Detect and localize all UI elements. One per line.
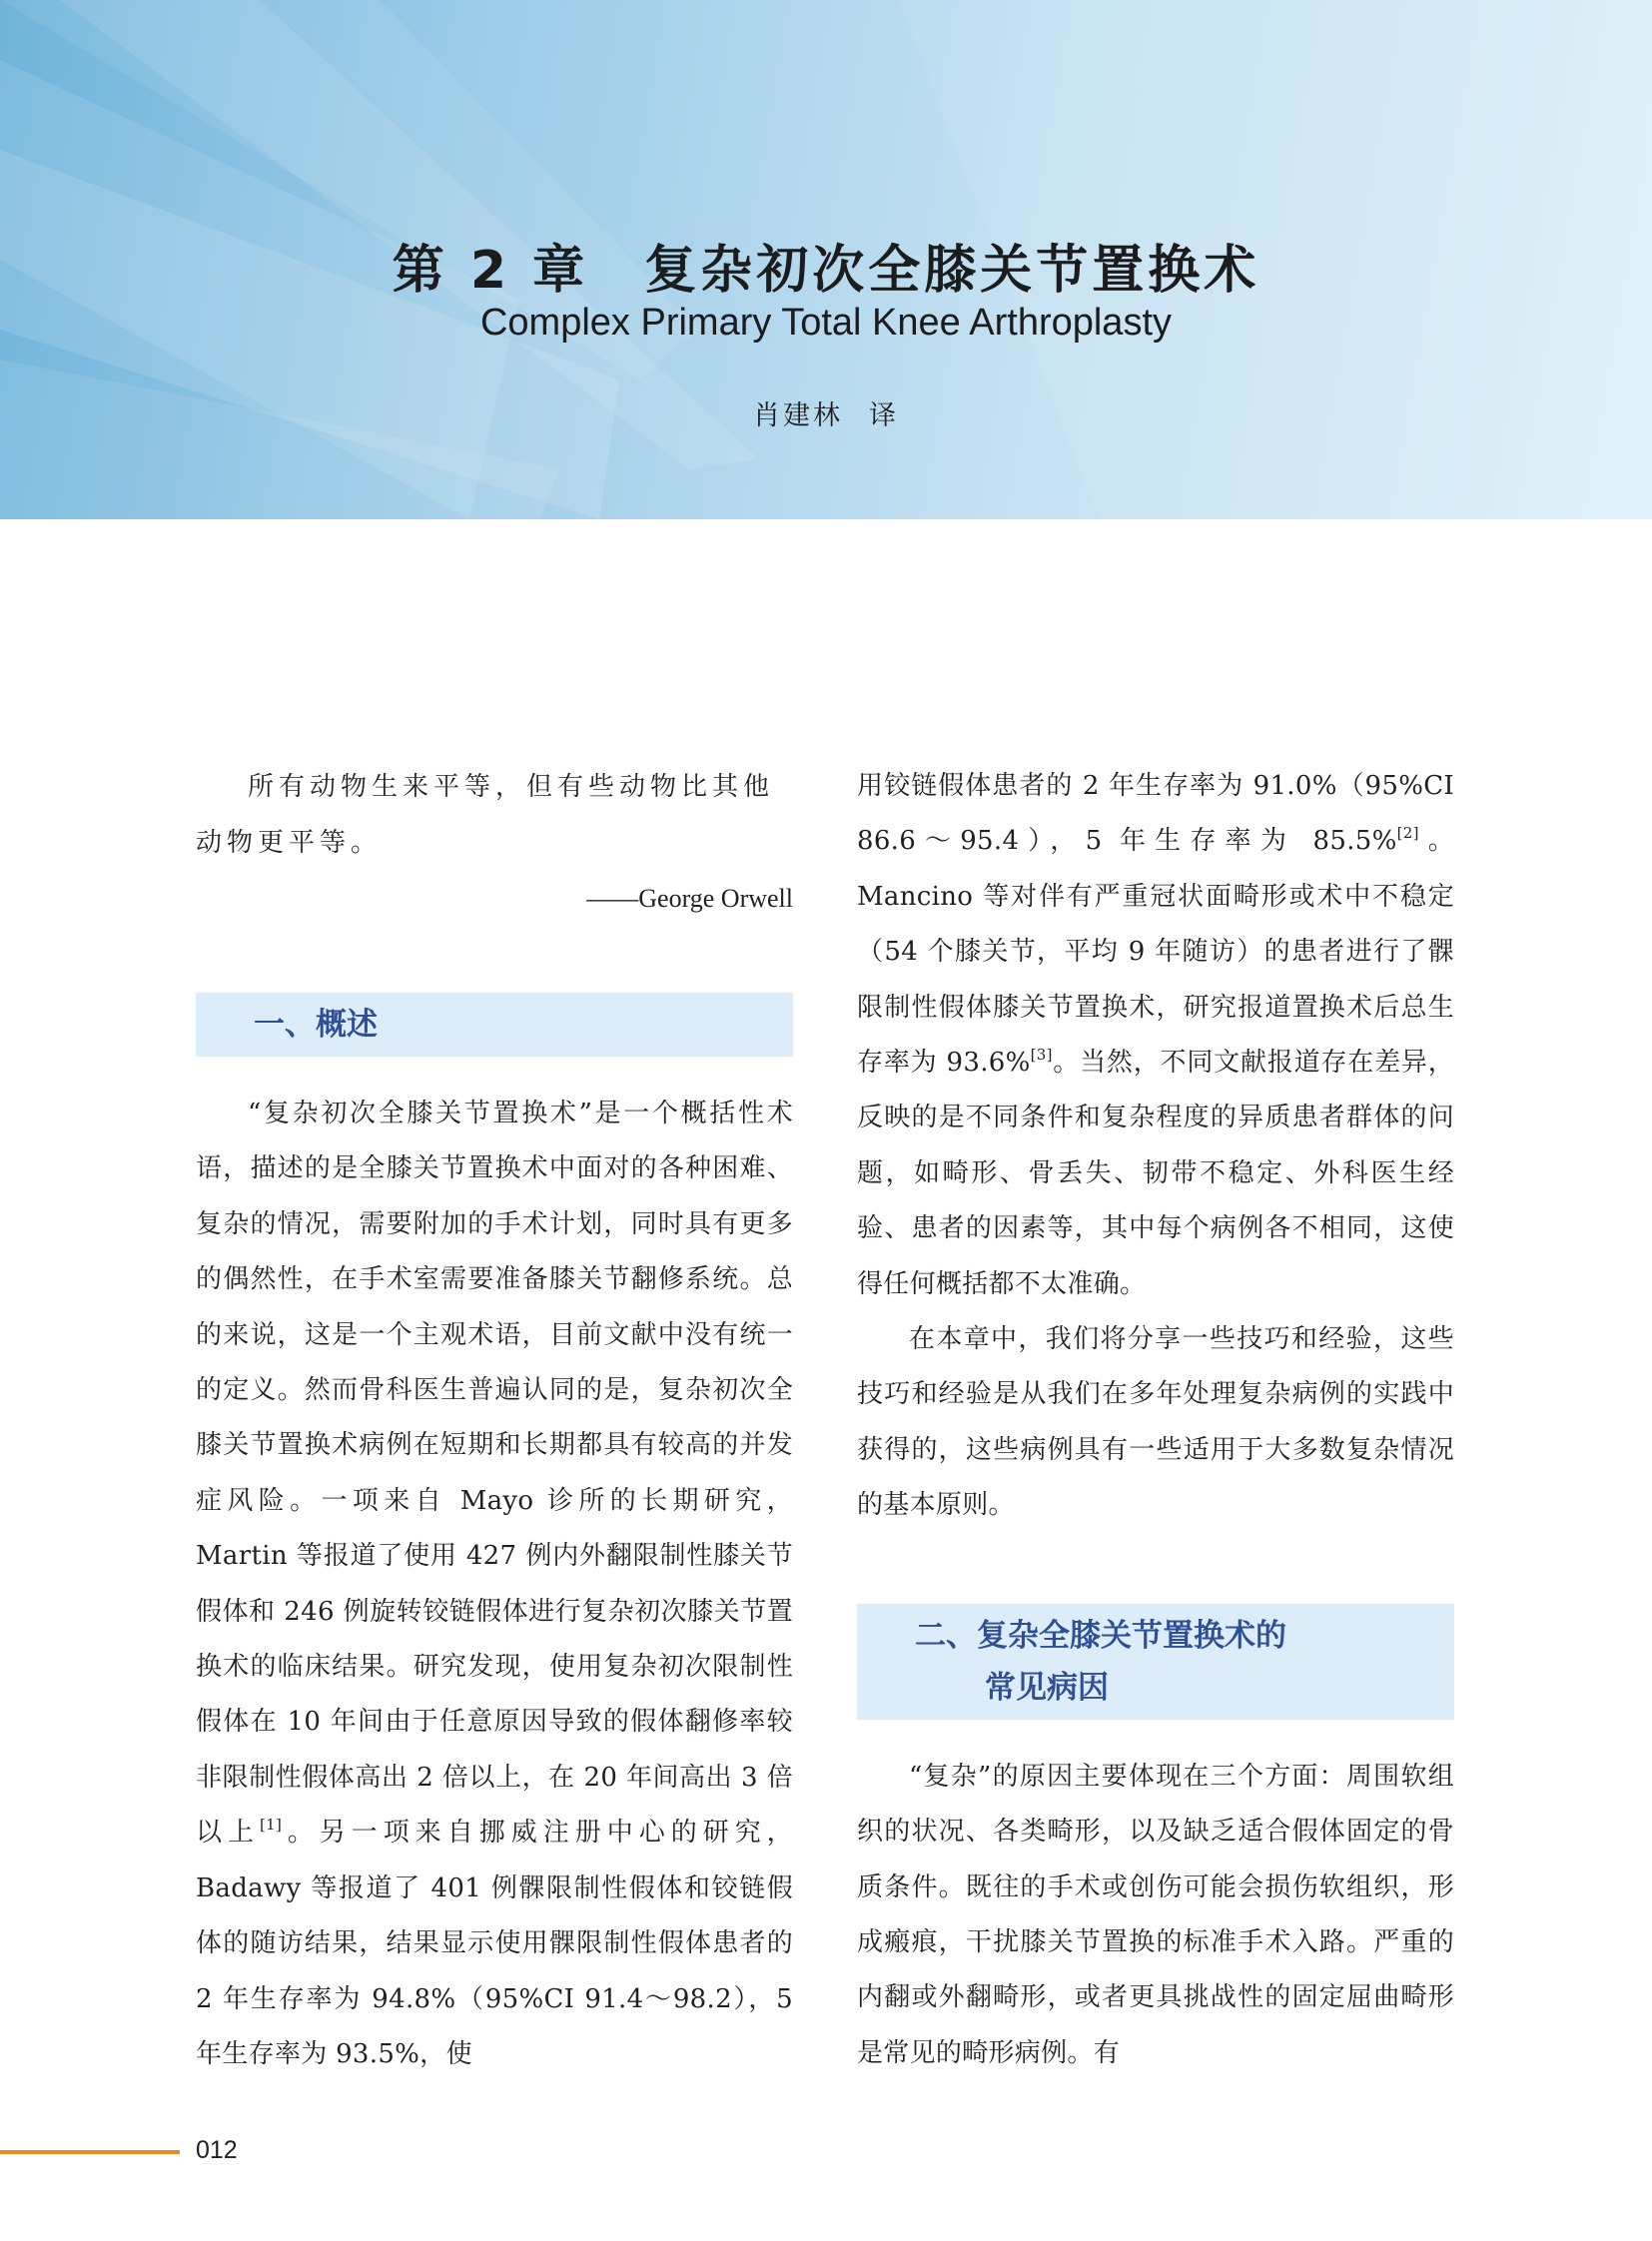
footer-accent-line [0,2150,180,2154]
epigraph-author: ——George Orwell [586,884,793,913]
body-paragraph: “复杂”的原因主要体现在三个方面：周围软组织的状况、各类畸形，以及缺乏适合假体固定的骨质条件。既往的手术或创伤可能会损伤软组织，形成瘢痕，干扰膝关节置换的标准手术入路。严重的内翻或外翻畸形，或者更具挑战性的固定屈曲畸形是常见的畸形病例。有 [857,1761,1454,2068]
paragraph-text: 。另一项来自挪威注册中心的研究，Badawy 等报道了 401 例髁限制性假体和铰链假体的随访结果，结果显示使用髁限制性假体患者的 2 年生存率为 94.8%（95%CI 91.4～98.2），5 年生存率为 93.5%，使 [196,1818,793,2069]
section-heading-line: 常见病因 [985,1669,1109,1706]
section-heading-line: 二、复杂全膝关节置换术的 [915,1617,1286,1654]
chapter-title-en: Complex Primary Total Knee Arthroplasty [479,302,1173,344]
chapter-header-banner [0,0,1652,519]
paragraph-text: “复杂初次全膝关节置换术”是一个概括性术语，描述的是全膝关节置换术中面对的各种困难、复杂的情况，需要附加的手术计划，同时具有更多的偶然性，在手术室需要准备膝关节翻修系统。总的来说，这是一个主观术语，目前文献中没有统一的定义。然而骨科医生普遍认同的是，复杂初次全膝关节置换术病例在短期和长期都具有较高的并发症风险。一项来自 Mayo 诊所的长期研究，Martin 等报道了使用 427 例内外翻限制性膝关节假体和 246 例旋转铰链假体进行复杂初次膝关节置换术的临床结果。研究发现，使用复杂初次限制性假体在 10 年间由于任意原因导致的假体翻修率较非限制性假体高出 2 倍以上，在 20 年间高出 3 倍以上 [196,1099,793,1849]
paragraph-text: 。当然，不同文献报道存在差异，反映的是不同条件和复杂程度的异质患者群体的问题，如畸形、骨丢失、韧带不稳定、外科医生经验、患者的因素等，其中每个病例各不相同，这使得任何概括都不太准确。 [857,1048,1454,1299]
chapter-title-cn: 复杂初次全膝关节置换术 [644,241,1260,301]
paragraph-text: 。Mancino 等对伴有严重冠状面畸形或术中不稳定（54 个膝关节，平均 9 年随访）的患者进行了髁限制性假体膝关节置换术，研究报道置换术后总生存率为 93.6% [857,826,1454,1079]
section-heading-overview: 一、概述 [196,993,793,1057]
chapter-title [0,228,1652,303]
citation-ref: [3] [1030,1046,1053,1065]
paragraph-text: 用铰链假体患者的 2 年生存率为 91.0%（95%CI 86.6～95.4），5 年生存率为 85.5% [857,771,1454,857]
left-column [196,759,793,2082]
body-paragraph [857,759,1454,1312]
section-heading-causes [857,1604,1454,1720]
right-column [857,759,1454,2081]
citation-ref: [1] [259,1816,283,1835]
body-paragraph: 在本章中，我们将分享一些技巧和经验，这些技巧和经验是从我们在多年处理复杂病例的实践中获得的，这些病例具有一些适用于大多数复杂情况的基本原则。 [857,1324,1454,1521]
epigraph-text: 所有动物生来平等，但有些动物比其他动物更平等。 [196,772,775,858]
body-paragraph [196,1087,793,2082]
translator-line [0,393,1652,432]
page-number: 012 [196,2136,238,2164]
chapter-label: 第 2 章 [392,241,589,301]
translator-name: 肖建林 [753,400,843,431]
translator-role: 译 [869,400,899,431]
citation-ref: [2] [1396,824,1419,843]
